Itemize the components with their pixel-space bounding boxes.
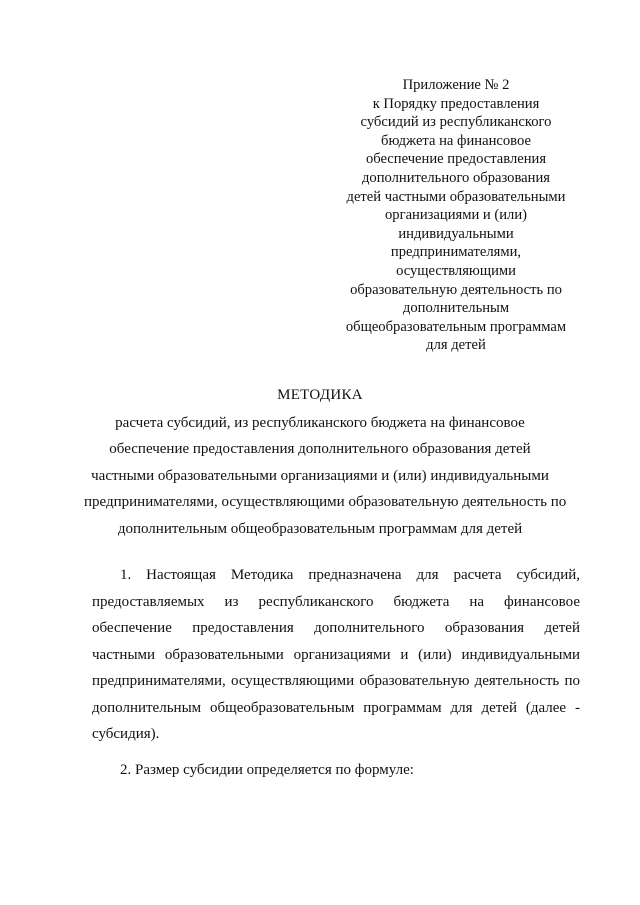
word: и — [400, 646, 409, 663]
word: (далее — [525, 699, 567, 716]
paragraph-line — [92, 668, 580, 695]
appendix-line: образовательную деятельность по — [350, 281, 562, 298]
appendix-line: предпринимателями, — [390, 244, 522, 261]
word: детей — [481, 699, 517, 716]
word: предоставляемых — [92, 593, 205, 610]
word: обеспечение — [92, 620, 172, 636]
word: для — [450, 699, 473, 716]
appendix-line: для детей — [426, 337, 486, 354]
word: деятельность — [474, 673, 560, 689]
word: Настоящая — [146, 567, 216, 583]
word: образования — [444, 620, 525, 636]
word: предназначена — [308, 567, 402, 583]
word: субсидия). — [92, 726, 160, 742]
word: программам — [363, 699, 442, 716]
appendix-line: субсидий из республиканского — [360, 114, 552, 131]
word: 1. — [120, 567, 132, 583]
word: из — [224, 593, 239, 610]
paragraph-line — [92, 615, 580, 642]
appendix-line: дополнительного образования — [362, 169, 550, 186]
appendix-line: детей частными образовательными — [346, 188, 566, 205]
appendix-line: бюджета на финансовое — [381, 132, 531, 149]
word: субсидий, — [516, 567, 580, 583]
subtitle-line: частными образовательными организациями и (или) индивидуальными — [91, 467, 549, 484]
subtitle-line: обеспечение предоставления дополнительного образования детей — [109, 441, 531, 458]
word: дополнительным — [92, 699, 202, 716]
word: - — [575, 699, 580, 716]
word: предпринимателями, — [92, 673, 226, 689]
word: расчета — [453, 567, 502, 583]
word: Методика — [230, 567, 294, 583]
word: образовательными — [164, 646, 284, 663]
appendix-line: Приложение № 2 — [402, 77, 510, 93]
word: индивидуальными — [461, 646, 580, 663]
paragraph-line — [92, 562, 580, 589]
subtitle-line: расчета субсидий, из республиканского бюджета на финансовое — [115, 415, 525, 431]
paragraph-line — [92, 589, 580, 616]
appendix-line: индивидуальными — [398, 225, 514, 242]
word: для — [416, 567, 439, 583]
word: финансовое — [504, 593, 580, 610]
document-subtitle — [84, 410, 567, 542]
word: осуществляющими — [230, 673, 355, 689]
appendix-line: организациями и (или) — [384, 207, 528, 224]
paragraph-1 — [92, 562, 580, 748]
appendix-line: общеобразовательным программам — [345, 318, 567, 335]
subtitle-line: дополнительным общеобразовательным программам для детей — [117, 520, 523, 537]
word: общеобразовательным — [210, 699, 355, 716]
appendix-line: обеспечение предоставления — [365, 151, 547, 168]
word: бюджета — [393, 593, 450, 610]
subtitle-line: предпринимателями, осуществляющими образовательную деятельность по — [84, 494, 567, 511]
word: республиканского — [258, 593, 374, 610]
paragraph-line — [92, 695, 580, 722]
paragraph-line — [92, 721, 580, 748]
word: образовательную — [359, 673, 470, 689]
word: детей — [544, 620, 580, 636]
word: организациями — [293, 646, 391, 663]
word: частными — [92, 646, 156, 663]
document-title: МЕТОДИКА — [277, 387, 363, 403]
word: дополнительного — [314, 620, 425, 636]
word: предоставления — [192, 620, 294, 636]
paragraph-2: 2. Размер субсидии определяется по формуле: — [120, 762, 414, 778]
word: по — [564, 673, 580, 689]
appendix-line: дополнительным — [402, 300, 510, 317]
appendix-line: осуществляющими — [396, 262, 516, 279]
paragraph-line — [92, 642, 580, 669]
word: на — [469, 593, 485, 610]
appendix-line: к Порядку предоставления — [372, 95, 540, 112]
appendix-header — [322, 76, 590, 355]
word: (или) — [418, 646, 452, 663]
